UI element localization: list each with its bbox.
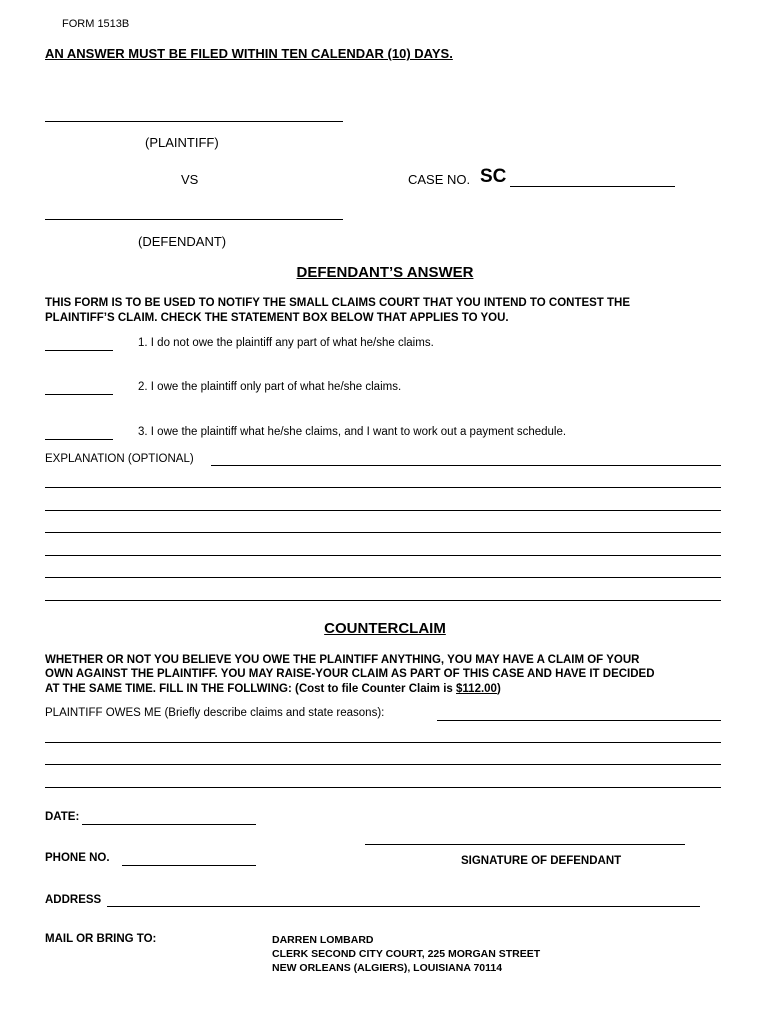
address-field[interactable]	[107, 906, 700, 907]
mail-to-line2: CLERK SECOND CITY COURT, 225 MORGAN STREET	[272, 948, 541, 960]
counterclaim-line-4[interactable]	[45, 787, 721, 788]
counterclaim-cost: $112.00	[456, 683, 497, 695]
answer-title: DEFENDANT’S ANSWER	[296, 264, 474, 281]
date-field[interactable]	[82, 824, 256, 825]
signature-label: SIGNATURE OF DEFENDANT	[461, 855, 622, 867]
case-no-label: CASE NO.	[408, 172, 471, 187]
explanation-line-4[interactable]	[45, 532, 721, 533]
counterclaim-line-3[interactable]	[45, 764, 721, 765]
plaintiff-name-field[interactable]	[45, 121, 343, 122]
vs-label: VS	[181, 172, 199, 187]
explanation-line-3[interactable]	[45, 510, 721, 511]
defendant-name-field[interactable]	[45, 219, 343, 220]
phone-field[interactable]	[122, 865, 256, 866]
address-label: ADDRESS	[45, 894, 102, 906]
explanation-line-7[interactable]	[45, 600, 721, 601]
counterclaim-title: COUNTERCLAIM	[324, 620, 446, 637]
option-3-checkbox[interactable]	[45, 439, 113, 440]
date-label: DATE:	[45, 811, 80, 823]
plaintiff-label: (PLAINTIFF)	[145, 135, 219, 150]
counterclaim-line-1[interactable]	[437, 720, 721, 721]
counterclaim-text-line1: WHETHER OR NOT YOU BELIEVE YOU OWE THE PLAINTIFF ANYTHING, YOU MAY HAVE A CLAIM OF YOUR	[45, 654, 640, 666]
plaintiff-owes-label: PLAINTIFF OWES ME (Briefly describe claims and state reasons):	[45, 707, 385, 719]
mail-to-line1: DARREN LOMBARD	[272, 934, 374, 946]
explanation-label: EXPLANATION (OPTIONAL)	[45, 453, 194, 465]
explanation-line-2[interactable]	[45, 487, 721, 488]
option-1-checkbox[interactable]	[45, 350, 113, 351]
explanation-line-5[interactable]	[45, 555, 721, 556]
answer-instructions-line2: PLAINTIFF’S CLAIM. CHECK THE STATEMENT BOX BELOW THAT APPLIES TO YOU.	[45, 312, 509, 324]
option-1-label: 1. I do not owe the plaintiff any part of what he/she claims.	[138, 337, 434, 349]
explanation-line-1[interactable]	[211, 465, 721, 466]
deadline-notice: AN ANSWER MUST BE FILED WITHIN TEN CALENDAR (10) DAYS.	[45, 46, 453, 61]
explanation-line-6[interactable]	[45, 577, 721, 578]
signature-line[interactable]	[365, 844, 685, 845]
answer-instructions-line1: THIS FORM IS TO BE USED TO NOTIFY THE SMALL CLAIMS COURT THAT YOU INTEND TO CONTEST THE	[45, 297, 631, 309]
case-number-field[interactable]	[510, 186, 675, 187]
counterclaim-text-line2: OWN AGAINST THE PLAINTIFF. YOU MAY RAISE-YOUR CLAIM AS PART OF THIS CASE AND HAVE IT DECIDED	[45, 668, 655, 680]
counterclaim-text-line3-prefix: AT THE SAME TIME. FILL IN THE FOLLWING: (Cost to file Counter Claim is	[45, 683, 457, 695]
counterclaim-text-line3	[45, 683, 501, 695]
mail-label: MAIL OR BRING TO:	[45, 933, 157, 945]
phone-label: PHONE NO.	[45, 852, 110, 864]
form-number: FORM 1513B	[62, 18, 130, 30]
counterclaim-line-2[interactable]	[45, 742, 721, 743]
case-prefix: SC	[480, 166, 507, 187]
option-3-label: 3. I owe the plaintiff what he/she claims, and I want to work out a payment schedule.	[138, 426, 567, 438]
mail-to-line3: NEW ORLEANS (ALGIERS), LOUISIANA 70114	[272, 962, 503, 974]
defendant-label: (DEFENDANT)	[138, 234, 227, 249]
option-2-label: 2. I owe the plaintiff only part of what he/she claims.	[138, 381, 402, 393]
option-2-checkbox[interactable]	[45, 394, 113, 395]
counterclaim-text-line3-suffix: )	[496, 683, 501, 695]
